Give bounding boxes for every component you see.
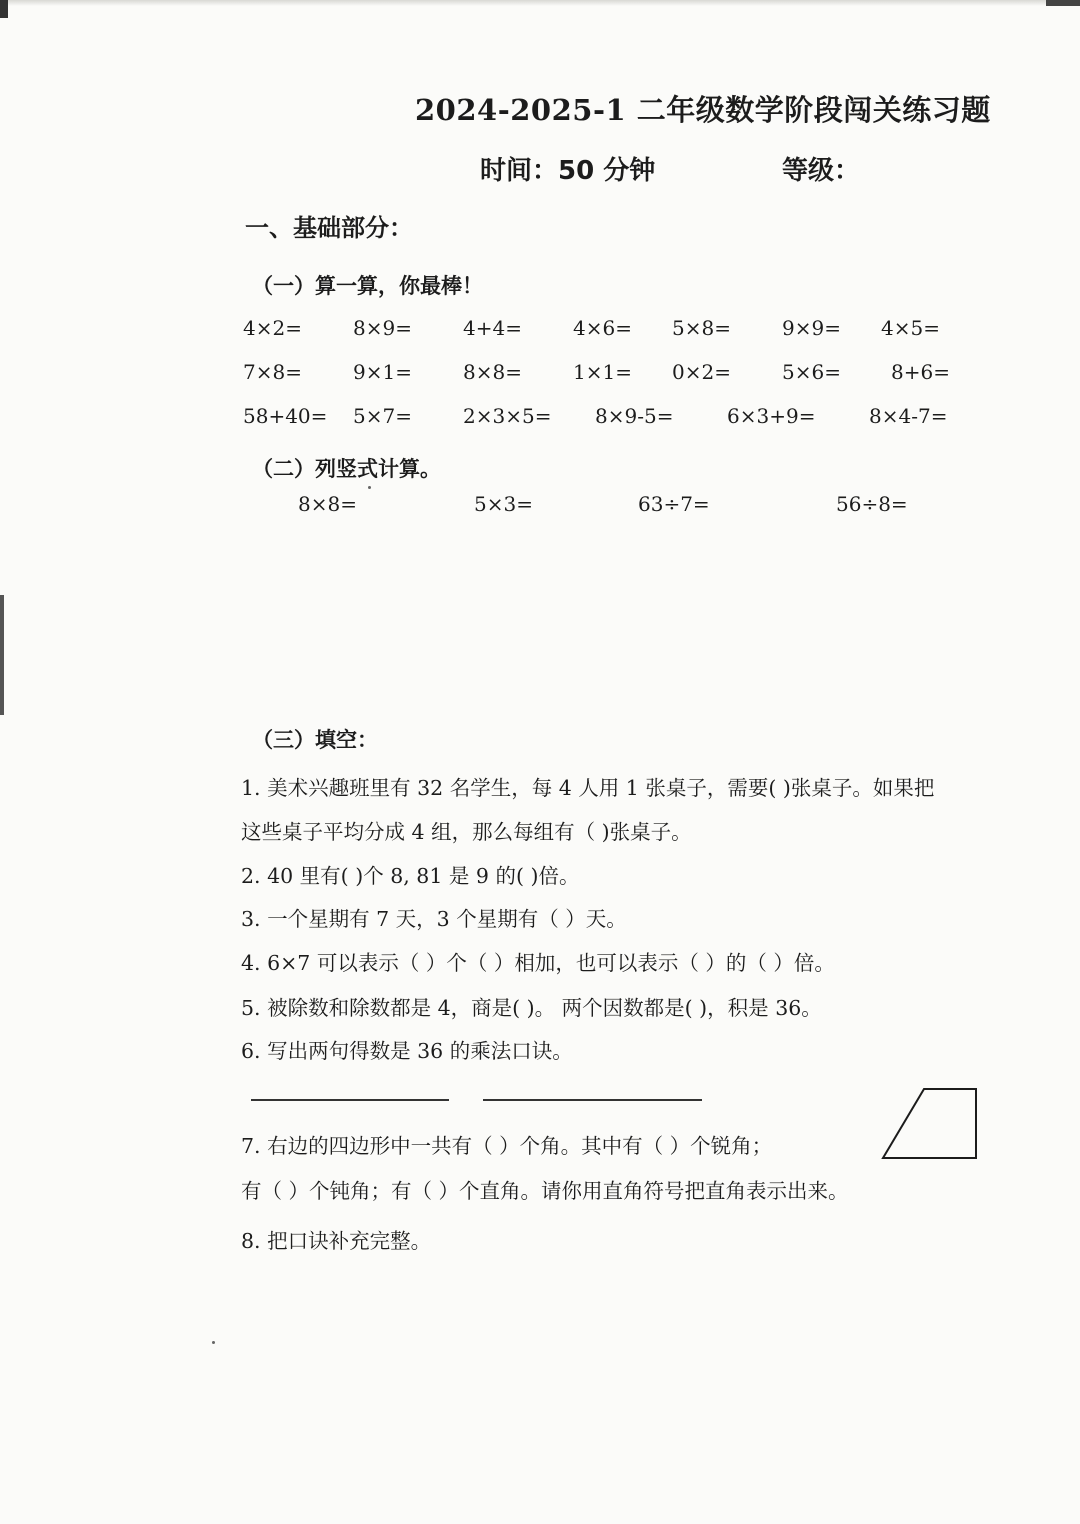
scan-left-edge-mark	[0, 595, 4, 715]
equation: 8×8=	[463, 360, 522, 384]
vertical-calc-item: 63÷7=	[638, 492, 710, 516]
scan-speck	[368, 486, 371, 489]
question-7-line-1: 7. 右边的四边形中一共有（ ）个角。其中有（ ）个锐角；	[241, 1134, 773, 1158]
question-6: 6. 写出两句得数是 36 的乘法口诀。	[241, 1039, 573, 1063]
question-7-line-2: 有（ ）个钝角；有（ ）个直角。请你用直角符号把直角表示出来。	[241, 1179, 849, 1203]
answer-blank-line	[251, 1099, 449, 1101]
part1-heading: （一）算一算，你最棒！	[252, 274, 483, 298]
grade-label: 等级：	[782, 156, 861, 186]
equation: 4+4=	[463, 316, 522, 340]
equation: 8×9=	[353, 316, 412, 340]
time-label: 时间：50 分钟	[480, 156, 656, 186]
part3-heading: （三）填空：	[252, 728, 378, 752]
question-4: 4. 6×7 可以表示（ ）个（ ）相加，也可以表示（ ）的（ ）倍。	[241, 951, 835, 975]
scan-top-shadow	[0, 0, 1080, 6]
vertical-calc-item: 5×3=	[474, 492, 533, 516]
question-5: 5. 被除数和除数都是 4，商是( )。 两个因数都是( )，积是 36。	[241, 996, 822, 1020]
scan-corner-mark-left	[0, 0, 8, 18]
equation: 2×3×5=	[463, 404, 552, 428]
equation: 8+6=	[891, 360, 950, 384]
equation: 9×1=	[353, 360, 412, 384]
equation: 4×5=	[881, 316, 940, 340]
equation: 5×8=	[672, 316, 731, 340]
question-8: 8. 把口诀补充完整。	[241, 1229, 432, 1253]
equation: 7×8=	[243, 360, 302, 384]
vertical-calc-item: 8×8=	[298, 492, 357, 516]
equation: 0×2=	[672, 360, 731, 384]
scan-corner-mark-right	[1046, 0, 1080, 6]
worksheet-title: 2024-2025-1 二年级数学阶段闯关练习题	[415, 93, 991, 127]
equation: 5×7=	[353, 404, 412, 428]
answer-blank-line	[483, 1099, 702, 1101]
equation: 6×3+9=	[727, 404, 816, 428]
equation: 5×6=	[782, 360, 841, 384]
equation: 4×6=	[573, 316, 632, 340]
equation: 9×9=	[782, 316, 841, 340]
trapezoid-shape	[883, 1089, 976, 1158]
question-3: 3. 一个星期有 7 天，3 个星期有（ ）天。	[241, 907, 627, 931]
part2-heading: （二）列竖式计算。	[252, 457, 441, 481]
question-1-line-1: 1. 美术兴趣班里有 32 名学生，每 4 人用 1 张桌子，需要( )张桌子。如果把	[241, 776, 935, 800]
scan-speck	[212, 1341, 215, 1344]
equation: 4×2=	[243, 316, 302, 340]
question-2: 2. 40 里有( )个 8, 81 是 9 的( )倍。	[241, 864, 580, 888]
equation: 8×9-5=	[595, 404, 674, 428]
equation: 8×4-7=	[869, 404, 948, 428]
equation: 1×1=	[573, 360, 632, 384]
quadrilateral-figure	[876, 1084, 982, 1164]
question-1-line-2: 这些桌子平均分成 4 组，那么每组有（ )张桌子。	[241, 820, 692, 844]
vertical-calc-item: 56÷8=	[836, 492, 908, 516]
equation: 58+40=	[243, 404, 328, 428]
section-basics-heading: 一、基础部分：	[245, 214, 413, 242]
